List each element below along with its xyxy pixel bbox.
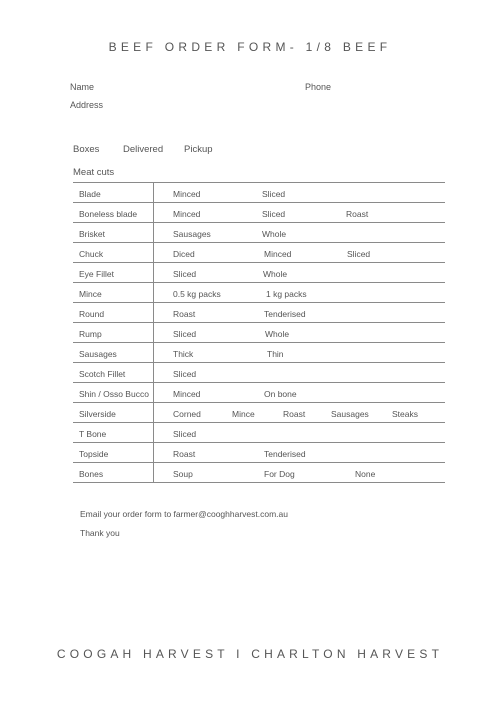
cut-option: Minced	[173, 189, 201, 199]
boxes-option: Boxes	[73, 144, 100, 155]
cut-option: Whole	[262, 229, 287, 239]
table-row	[73, 263, 445, 283]
column-divider	[153, 403, 154, 423]
column-divider	[153, 203, 154, 223]
cut-name: Rump	[79, 329, 102, 339]
cut-option: Minced	[173, 389, 201, 399]
cut-name: Mince	[79, 289, 102, 299]
table-row	[73, 243, 445, 263]
cut-option: Sliced	[262, 209, 286, 219]
column-divider	[153, 363, 154, 383]
email-instruction: Email your order form to farmer@cooghharvest.com.au	[80, 509, 288, 519]
cut-option: Minced	[264, 249, 292, 259]
cut-name: Bones	[79, 469, 104, 479]
footer-brand: COOGAH HARVEST I CHARLTON HARVEST	[56, 647, 444, 661]
cut-option: Steaks	[392, 409, 418, 419]
cut-option: 0.5 kg packs	[173, 289, 221, 299]
cut-name: Eye Fillet	[79, 269, 114, 279]
cut-name: Topside	[79, 449, 109, 459]
cut-option: Sliced	[173, 369, 197, 379]
address-field-label: Address	[70, 100, 104, 110]
cut-name: Shin / Osso Bucco	[79, 389, 149, 399]
column-divider	[153, 303, 154, 323]
name-field-label: Name	[70, 82, 95, 92]
table-row	[73, 223, 445, 243]
cut-name: Silverside	[79, 409, 116, 419]
cut-option: Mince	[232, 409, 255, 419]
cut-option: Sliced	[173, 269, 197, 279]
column-divider	[153, 223, 154, 243]
column-divider	[153, 243, 154, 263]
cut-option: Roast	[283, 409, 306, 419]
table-row	[73, 403, 445, 423]
column-divider	[153, 283, 154, 303]
cut-option: Sliced	[347, 249, 371, 259]
cut-option: Thick	[173, 349, 194, 359]
table-row	[73, 363, 445, 383]
column-divider	[153, 443, 154, 463]
table-row	[73, 383, 445, 403]
pickup-option: Pickup	[184, 144, 213, 155]
column-divider	[153, 383, 154, 403]
meat-cuts-table	[73, 182, 445, 483]
meat-cuts-heading: Meat cuts	[73, 167, 115, 178]
table-row	[73, 203, 445, 223]
cut-option: 1 kg packs	[266, 289, 307, 299]
cut-name: Blade	[79, 189, 101, 199]
page-title: BEEF ORDER FORM- 1/8 BEEF	[108, 40, 392, 54]
table-row	[73, 423, 445, 443]
cut-option: Sliced	[173, 429, 197, 439]
cut-name: Brisket	[79, 229, 105, 239]
cut-option: Thin	[267, 349, 284, 359]
cut-name: T Bone	[79, 429, 107, 439]
cut-option: Sausages	[331, 409, 369, 419]
cut-option: Sliced	[173, 329, 197, 339]
delivered-option: Delivered	[123, 144, 164, 155]
cut-option: Roast	[173, 309, 196, 319]
cut-option: Corned	[173, 409, 201, 419]
cut-name: Boneless blade	[79, 209, 138, 219]
cut-option: For Dog	[264, 469, 295, 479]
column-divider	[153, 263, 154, 283]
column-divider	[153, 323, 154, 343]
cut-option: Soup	[173, 469, 193, 479]
cut-option: Whole	[265, 329, 290, 339]
cut-option: Whole	[263, 269, 288, 279]
table-row	[73, 182, 445, 203]
table-row	[73, 443, 445, 463]
cut-option: Tenderised	[264, 449, 306, 459]
column-divider	[153, 183, 154, 203]
cut-name: Sausages	[79, 349, 117, 359]
cut-name: Scotch Fillet	[79, 369, 126, 379]
cut-option: Roast	[173, 449, 196, 459]
cut-option: None	[355, 469, 376, 479]
cut-option: Diced	[173, 249, 195, 259]
table-row	[73, 283, 445, 303]
table-row	[73, 303, 445, 323]
cut-option: Sliced	[262, 189, 286, 199]
column-divider	[153, 423, 154, 443]
cut-option: On bone	[264, 389, 297, 399]
table-row	[73, 463, 445, 483]
cut-option: Tenderised	[264, 309, 306, 319]
cut-option: Minced	[173, 209, 201, 219]
cut-name: Round	[79, 309, 105, 319]
table-row	[73, 343, 445, 363]
phone-field-label: Phone	[305, 82, 332, 92]
column-divider	[153, 463, 154, 483]
cut-name: Chuck	[79, 249, 104, 259]
cut-option: Roast	[346, 209, 369, 219]
cut-option: Sausages	[173, 229, 211, 239]
thank-you-text: Thank you	[80, 528, 120, 538]
column-divider	[153, 343, 154, 363]
table-row	[73, 323, 445, 343]
